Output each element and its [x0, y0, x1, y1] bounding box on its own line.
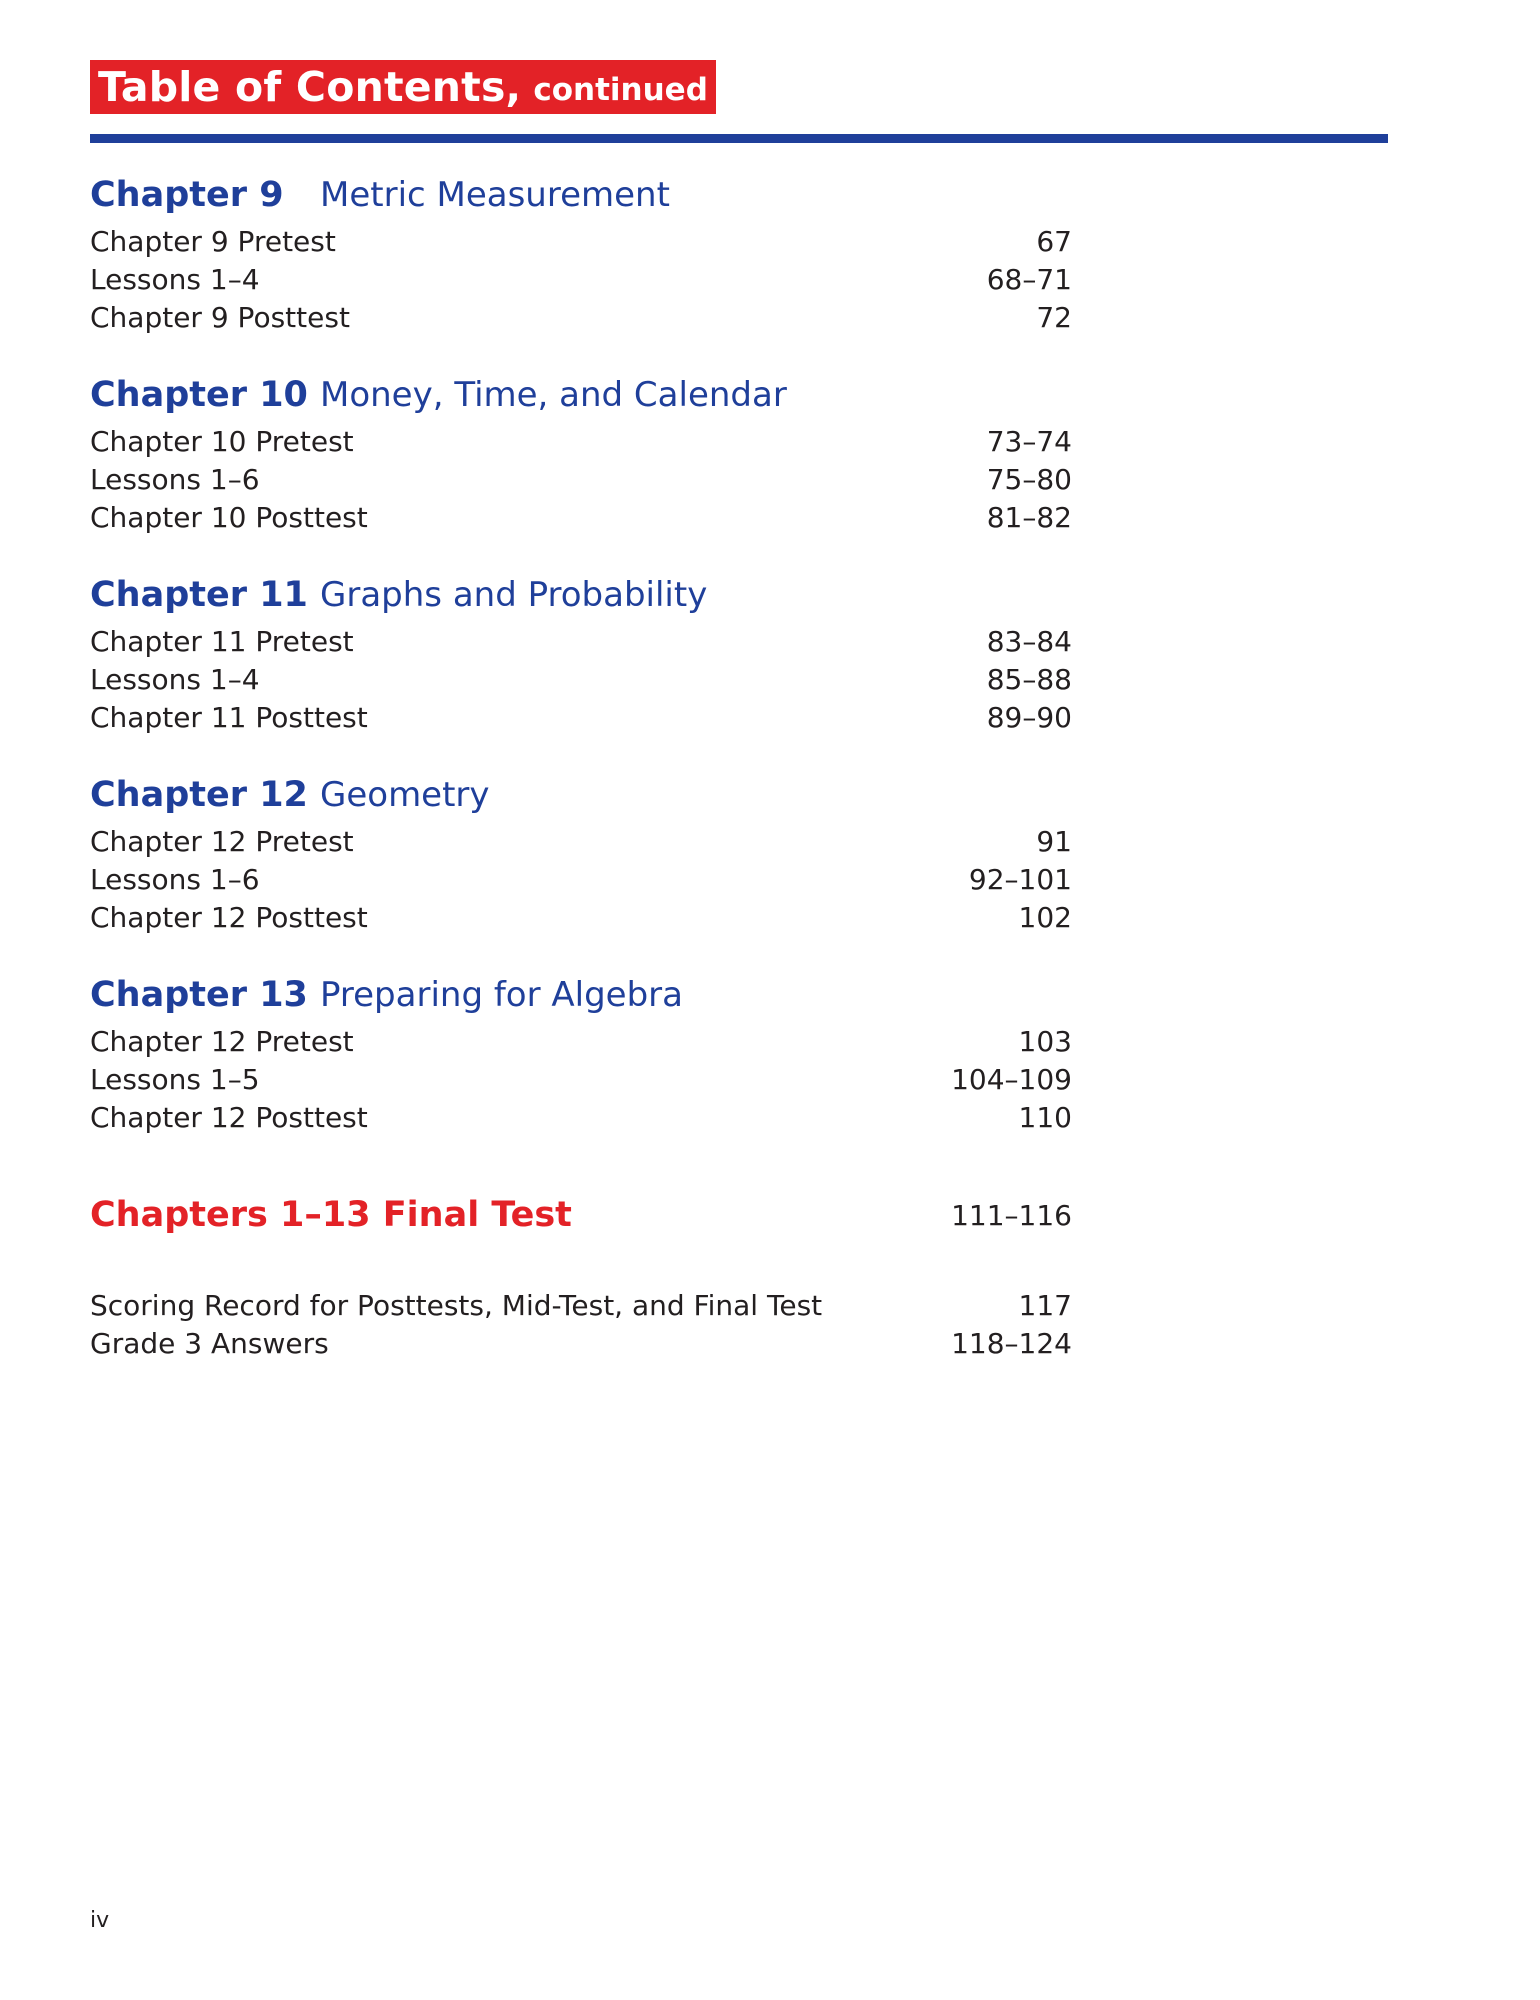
entry-pages: 91 — [1036, 824, 1072, 858]
entry-label: Lessons 1–4 — [90, 662, 260, 696]
chapter-section — [90, 570, 1072, 736]
toc-entry — [90, 898, 1072, 936]
chapter-number: Chapter 13 — [90, 975, 308, 1015]
toc-entry — [90, 260, 1072, 298]
chapter-section — [90, 770, 1072, 936]
header-rule — [90, 134, 1388, 143]
entry-pages: 72 — [1036, 300, 1072, 334]
entry-label: Lessons 1–5 — [90, 1062, 260, 1096]
toc-entry — [90, 622, 1072, 660]
toc-entry — [90, 698, 1072, 736]
entry-label: Lessons 1–4 — [90, 262, 260, 296]
toc-entry — [90, 1060, 1072, 1098]
entry-pages: 83–84 — [986, 624, 1072, 658]
chapter-section — [90, 970, 1072, 1136]
entry-label: Chapter 11 Pretest — [90, 624, 354, 658]
entry-pages: 81–82 — [986, 500, 1072, 534]
chapter-heading — [90, 570, 1072, 620]
page-folio: iv — [90, 1908, 110, 1933]
chapter-section — [90, 370, 1072, 536]
chapter-name: Graphs and Probability — [320, 575, 708, 615]
entry-pages: 117 — [1018, 1288, 1072, 1322]
entry-pages: 110 — [1018, 1100, 1072, 1134]
toc-entry — [90, 660, 1072, 698]
chapter-name: Metric Measurement — [320, 175, 670, 215]
final-test-title: Chapters 1–13 Final Test — [90, 1195, 572, 1235]
entry-label: Lessons 1–6 — [90, 862, 260, 896]
entry-pages: 68–71 — [986, 262, 1072, 296]
chapter-heading — [90, 170, 1072, 220]
chapter-number: Chapter 11 — [90, 575, 308, 615]
entry-pages: 92–101 — [968, 862, 1072, 896]
final-test-entry — [90, 1190, 1072, 1240]
entry-pages: 118–124 — [951, 1326, 1072, 1360]
toc-entry — [90, 860, 1072, 898]
chapter-name: Geometry — [320, 775, 490, 815]
chapter-heading — [90, 970, 1072, 1020]
final-test-pages: 111–116 — [951, 1198, 1072, 1232]
entry-label: Chapter 11 Posttest — [90, 700, 368, 734]
entry-label: Chapter 10 Posttest — [90, 500, 368, 534]
entry-pages: 67 — [1036, 224, 1072, 258]
toc-entry — [90, 298, 1072, 336]
entry-label: Scoring Record for Posttests, Mid-Test, and Final Test — [90, 1288, 823, 1322]
entry-label: Chapter 12 Posttest — [90, 1100, 368, 1134]
entry-label: Chapter 12 Pretest — [90, 1024, 354, 1058]
entry-pages: 102 — [1018, 900, 1072, 934]
toc-entry — [90, 822, 1072, 860]
chapter-number: Chapter 10 — [90, 375, 308, 415]
toc-entry — [90, 422, 1072, 460]
entry-label: Chapter 9 Posttest — [90, 300, 350, 334]
entry-pages: 73–74 — [986, 424, 1072, 458]
entry-pages: 75–80 — [986, 462, 1072, 496]
chapter-name: Preparing for Algebra — [320, 975, 683, 1015]
entry-label: Chapter 12 Posttest — [90, 900, 368, 934]
extras-section — [90, 1286, 1072, 1362]
toc-entry — [90, 222, 1072, 260]
toc-entry — [90, 498, 1072, 536]
toc-entry — [90, 460, 1072, 498]
entry-label: Lessons 1–6 — [90, 462, 260, 496]
entry-pages: 89–90 — [986, 700, 1072, 734]
toc-subtitle: continued — [533, 72, 708, 108]
entry-pages: 104–109 — [951, 1062, 1072, 1096]
toc-entry — [90, 1324, 1072, 1362]
entry-label: Chapter 9 Pretest — [90, 224, 336, 258]
chapter-number: Chapter 12 — [90, 775, 308, 815]
chapter-section — [90, 170, 1072, 336]
toc-entry — [90, 1286, 1072, 1324]
toc-title: Table of Contents, — [98, 63, 522, 111]
entry-label: Chapter 10 Pretest — [90, 424, 354, 458]
chapter-heading — [90, 770, 1072, 820]
chapter-heading — [90, 370, 1072, 420]
entry-pages: 103 — [1018, 1024, 1072, 1058]
entry-pages: 85–88 — [986, 662, 1072, 696]
toc-header — [90, 60, 716, 114]
entry-label: Grade 3 Answers — [90, 1326, 329, 1360]
toc-entry — [90, 1098, 1072, 1136]
chapter-number: Chapter 9 — [90, 175, 284, 215]
entry-label: Chapter 12 Pretest — [90, 824, 354, 858]
toc-entry — [90, 1022, 1072, 1060]
chapter-name: Money, Time, and Calendar — [320, 375, 787, 415]
